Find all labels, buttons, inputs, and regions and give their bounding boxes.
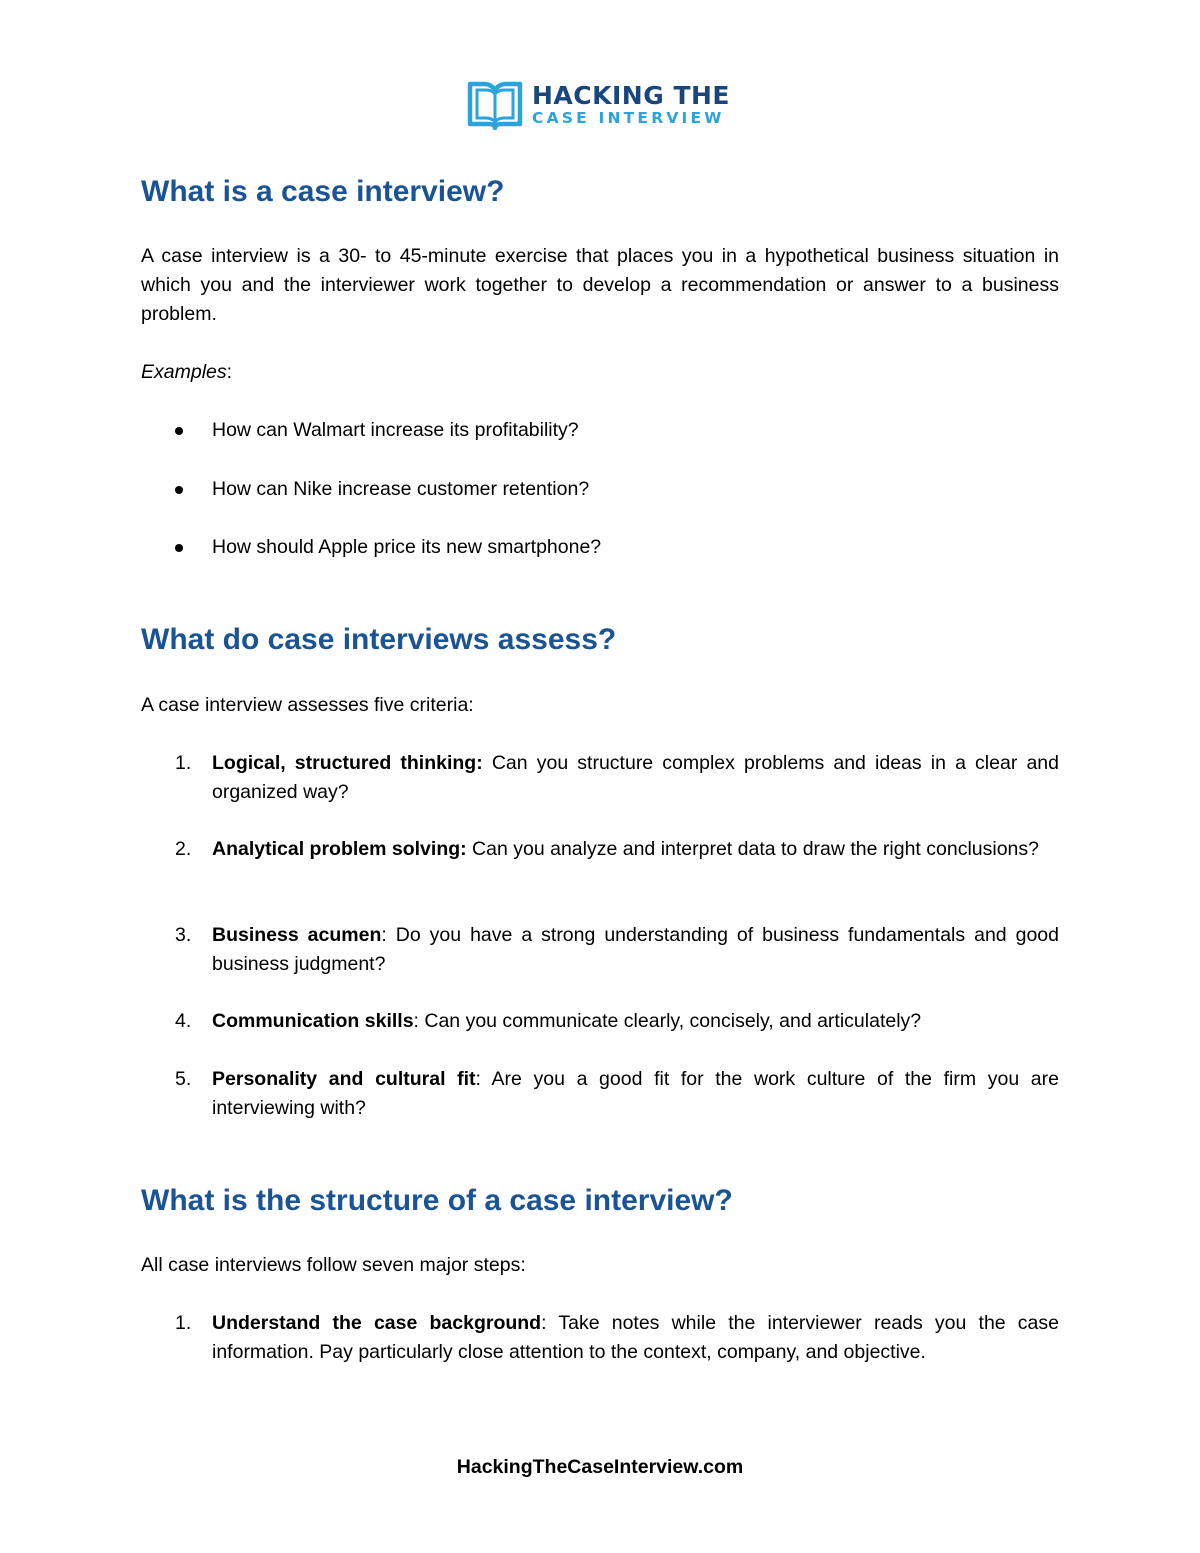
paragraph: All case interviews follow seven major steps: xyxy=(141,1254,526,1276)
examples-list xyxy=(141,416,1059,445)
examples-list-3 xyxy=(141,533,1059,562)
criteria-item-4 xyxy=(141,1007,1059,1036)
section-what-is-body xyxy=(141,242,1059,329)
logo-title: HACKING THE xyxy=(532,81,730,110)
section-heading: What do case interviews assess? xyxy=(141,623,617,656)
section-structure xyxy=(141,1183,1059,1219)
step-item-1 xyxy=(141,1309,1059,1367)
examples-list-2 xyxy=(141,475,1059,504)
examples-label-row xyxy=(141,358,1059,387)
criteria-item-5 xyxy=(141,1065,1059,1123)
paragraph: A case interview assesses five criteria: xyxy=(141,694,474,716)
bullet-icon xyxy=(175,427,183,435)
section-what-is xyxy=(141,174,1059,210)
examples-label: Examples: xyxy=(141,361,233,383)
logo xyxy=(466,80,730,130)
list-item: How can Walmart increase its profitability? xyxy=(141,416,1059,445)
list-item: 5. Personality and cultural fit: Are you a good fit for the work culture of the firm you are interviewing with? xyxy=(175,1068,1059,1119)
criteria-item-2 xyxy=(141,835,1059,864)
bullet-icon xyxy=(175,544,183,552)
assess-intro-row xyxy=(141,691,1059,720)
section-assess xyxy=(141,622,1059,658)
structure-intro-row xyxy=(141,1251,1059,1280)
logo-subtitle: CASE INTERVIEW xyxy=(532,109,725,127)
footer-url: HackingTheCaseInterview.com xyxy=(456,1456,744,1478)
list-item: 2. Analytical problem solving: Can you analyze and interpret data to draw the right conclusions? xyxy=(175,838,1039,860)
section-heading: What is a case interview? xyxy=(141,175,505,208)
paragraph: A case interview is a 30- to 45-minute exercise that places you in a hypothetical business situation in which you and the interviewer work together to develop a recommendation or answer to a business problem. xyxy=(141,245,1059,325)
list-item: How should Apple price its new smartphone? xyxy=(141,533,1059,562)
list-item: How can Nike increase customer retention? xyxy=(141,475,1059,504)
list-item: 1. Understand the case background: Take notes while the interviewer reads you the case information. Pay particularly close attention to the context, company, and objective. xyxy=(175,1312,1060,1363)
section-heading: What is the structure of a case interview? xyxy=(141,1184,733,1217)
list-item: 4. Communication skills: Can you communicate clearly, concisely, and articulately? xyxy=(175,1010,922,1032)
open-book-icon xyxy=(466,80,524,130)
bullet-icon xyxy=(175,486,183,494)
list-item: 1. Logical, structured thinking: Can you structure complex problems and ideas in a clear and organized way? xyxy=(175,752,1059,803)
criteria-item-3 xyxy=(141,921,1059,979)
list-item: 3. Business acumen: Do you have a strong understanding of business fundamentals and good business judgment? xyxy=(175,924,1059,975)
criteria-item-1 xyxy=(141,749,1059,807)
